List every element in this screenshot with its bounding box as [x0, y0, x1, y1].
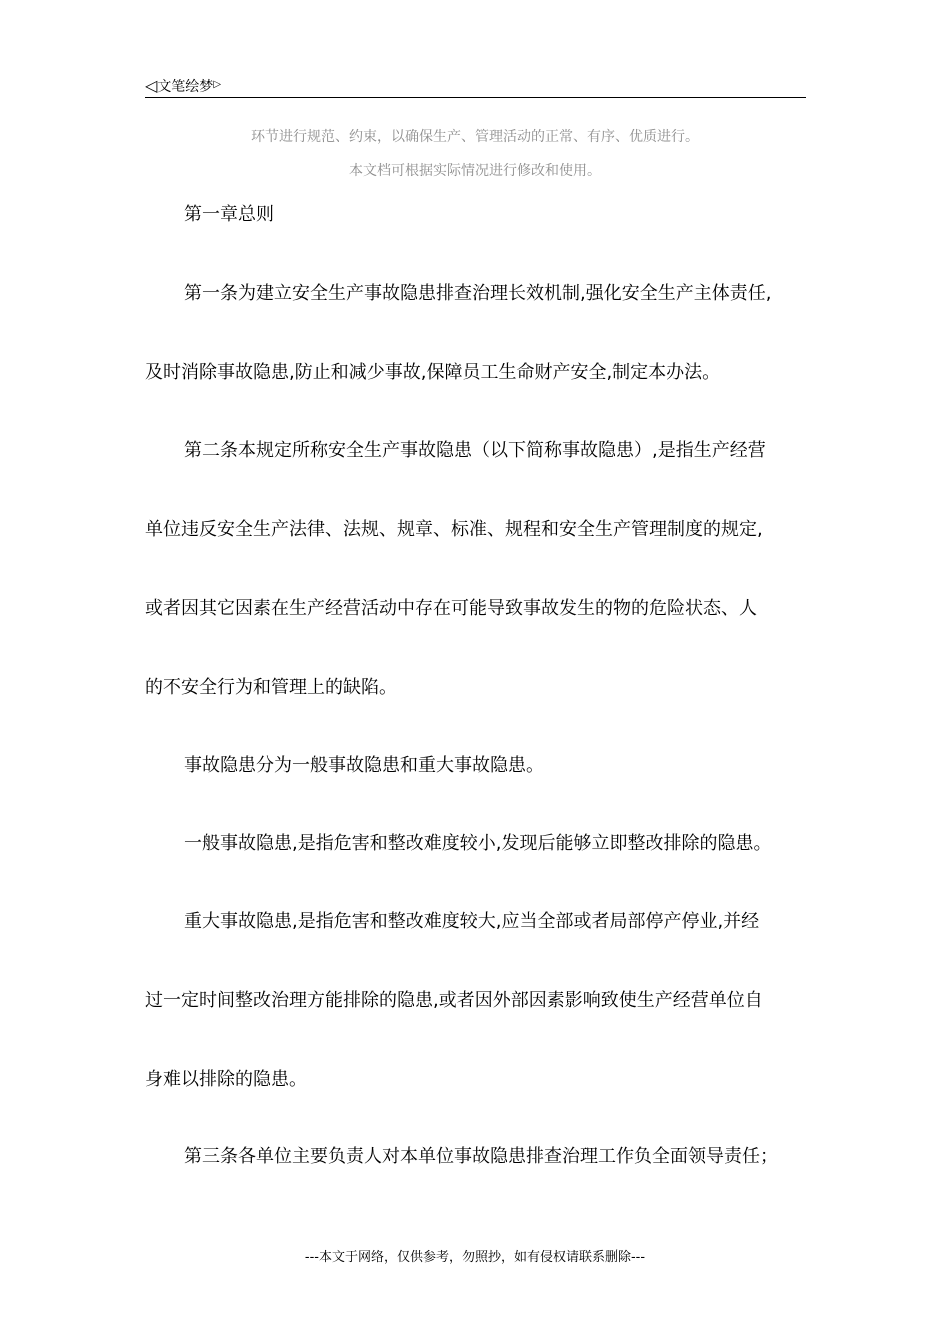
body-line: 一般事故隐患,是指危害和整改难度较小,发现后能够立即整改排除的隐患。 — [184, 833, 772, 854]
body-line: 及时消除事故隐患,防止和减少事故,保障员工生命财产安全,制定本办法。 — [145, 362, 721, 383]
page-header — [145, 74, 805, 98]
intro-note-line-1: 环节进行规范、约束，以确保生产、管理活动的正常、有序、优质进行。 — [251, 129, 699, 145]
body-line: 事故隐患分为一般事故隐患和重大事故隐患。 — [184, 755, 544, 776]
brand-name: 文笔绘梦 — [157, 79, 214, 95]
body-line: 单位违反安全生产法律、法规、规章、标准、规程和安全生产管理制度的规定, — [145, 519, 763, 540]
body-line: 重大事故隐患,是指危害和整改难度较大,应当全部或者局部停产停业,并经 — [184, 911, 760, 932]
body-line: 或者因其它因素在生产经营活动中存在可能导致事故发生的物的危险状态、人 — [145, 598, 757, 619]
body-line: 过一定时间整改治理方能排除的隐患,或者因外部因素影响致使生产经营单位自 — [145, 990, 763, 1011]
left-triangle-icon: ◁ — [145, 76, 158, 95]
header-divider — [145, 97, 806, 98]
right-triangle-icon: ▷ — [213, 79, 222, 90]
body-line: 第二条本规定所称安全生产事故隐患（以下简称事故隐患）,是指生产经营 — [184, 440, 766, 461]
body-line: 第三条各单位主要负责人对本单位事故隐患排查治理工作负全面领导责任； — [184, 1146, 778, 1167]
body-line: 身难以排除的隐患。 — [145, 1069, 307, 1090]
chapter-title: 第一章总则 — [184, 204, 274, 225]
intro-note-line-2: 本文档可根据实际情况进行修改和使用。 — [349, 163, 601, 179]
body-line: 的不安全行为和管理上的缺陷。 — [145, 677, 397, 698]
body-line: 第一条为建立安全生产事故隐患排查治理长效机制,强化安全生产主体责任, — [184, 283, 772, 304]
brand-logo — [145, 74, 221, 98]
footer-disclaimer: ---本文于网络，仅供参考，勿照抄，如有侵权请联系删除--- — [304, 1250, 646, 1265]
